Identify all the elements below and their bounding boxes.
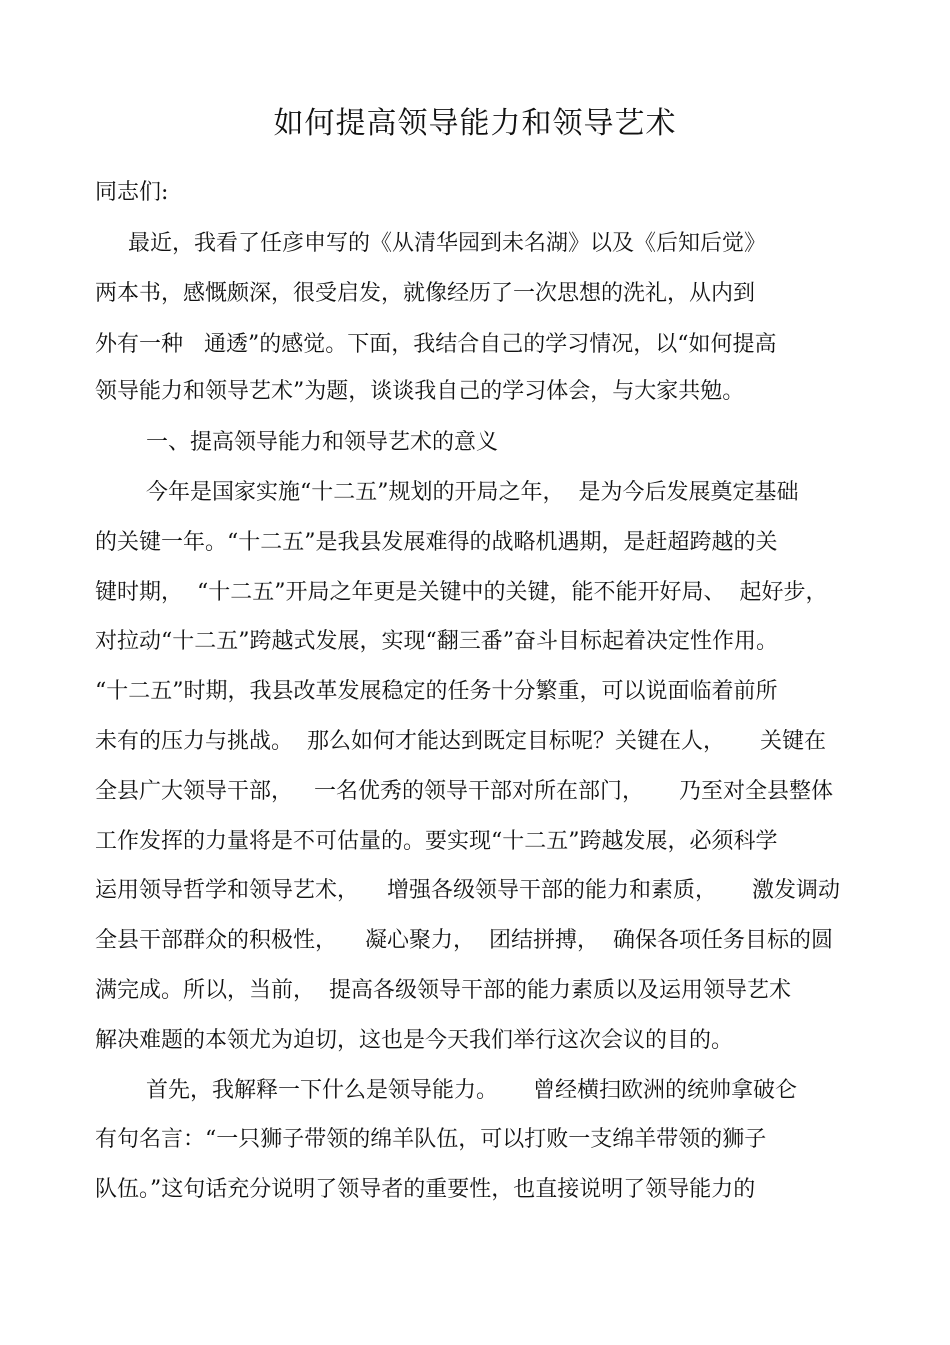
paragraph-line: 未有的压力与挑战。 那么如何才能达到既定目标呢？关键在人， 关键在	[95, 729, 826, 754]
paragraph-line: 全县干部群众的积极性， 凝心聚力， 团结拼搏， 确保各项任务目标的圆	[95, 928, 833, 953]
paragraph-line: 有句名言：“一只狮子带领的绵羊队伍，可以打败一支绵羊带领的狮子	[95, 1127, 767, 1152]
paragraph-line: 的关键一年。“十二五”是我县发展难得的战略机遇期，是赶超跨越的关	[95, 530, 778, 555]
paragraph-line: 全县广大领导干部， 一名优秀的领导干部对所在部门， 乃至对全县整体	[95, 779, 833, 804]
paragraph-line: 解决难题的本领尤为迫切，这也是今天我们举行这次会议的目的。	[95, 1028, 734, 1053]
paragraph-line: 对拉动“十二五”跨越式发展，实现“翻三番”奋斗目标起着决定性作用。	[95, 629, 778, 654]
paragraph-line: 外有一种 通透”的感觉。下面，我结合自己的学习情况，以“如何提高	[95, 332, 777, 357]
paragraph-line: 工作发挥的力量将是不可估量的。要实现“十二五”跨越发展，必须科学	[95, 829, 778, 854]
paragraph-line: 领导能力和领导艺术”为题，谈谈我自己的学习体会，与大家共勉。	[95, 379, 745, 404]
paragraph-line: 满完成。所以，当前， 提高各级领导干部的能力素质以及运用领导艺术	[95, 978, 791, 1003]
section-heading: 一、提高领导能力和领导艺术的意义	[146, 430, 499, 455]
paragraph-line: 最近，我看了任彦申写的《从清华园到未名湖》以及《后知后觉》	[128, 231, 767, 256]
document-title: 如何提高领导能力和领导艺术	[273, 106, 677, 141]
paragraph-line: 队伍。”这句话充分说明了领导者的重要性，也直接说明了领导能力的	[95, 1177, 756, 1202]
paragraph-line: 两本书，感慨颇深，很受启发，就像经历了一次思想的洗礼，从内到	[95, 281, 756, 306]
salutation-line: 同志们:	[95, 180, 169, 205]
paragraph-line: 今年是国家实施“十二五”规划的开局之年， 是为今后发展奠定基础	[146, 480, 799, 505]
paragraph-line: 键时期， “十二五”开局之年更是关键中的关键，能不能开好局、 起好步，	[95, 580, 828, 605]
paragraph-line: “十二五”时期，我县改革发展稳定的任务十分繁重，可以说面临着前所	[95, 679, 778, 704]
paragraph-line: 运用领导哲学和领导艺术， 增强各级领导干部的能力和素质， 激发调动	[95, 878, 840, 903]
paragraph-line: 首先，我解释一下什么是领导能力。 曾经横扫欧洲的统帅拿破仑	[146, 1078, 797, 1103]
